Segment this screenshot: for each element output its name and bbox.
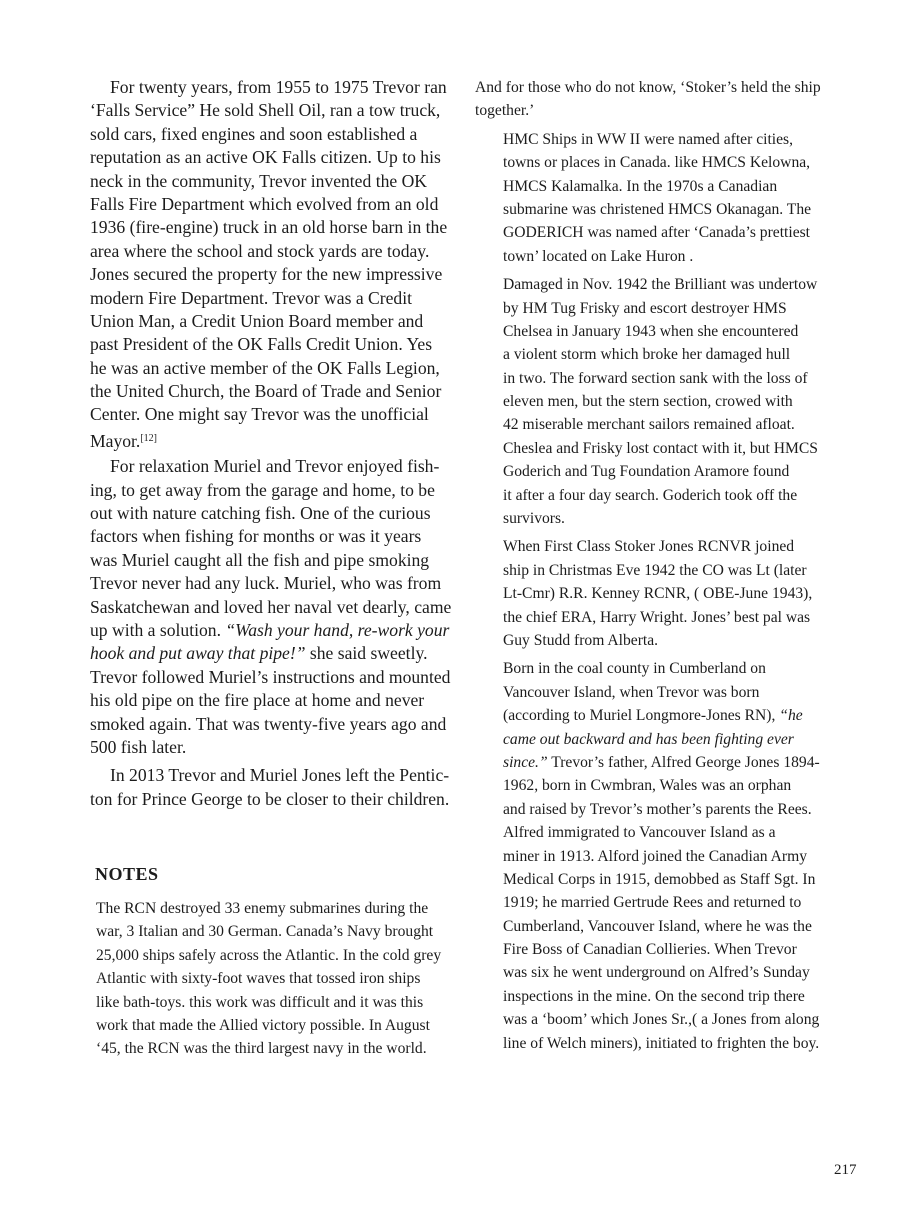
text-line: HMCS Kalamalka. In the 1970s a Canadian — [503, 177, 778, 195]
text-line: Jones secured the property for the new impressive — [90, 264, 443, 285]
text-line: HMC Ships in WW II were named after cities, — [503, 130, 793, 148]
paragraph-prince-george — [90, 764, 460, 811]
text-line: Falls Fire Department which evolved from an old — [90, 193, 439, 214]
text-line: In 2013 Trevor and Muriel Jones left the Pentic- — [110, 765, 450, 786]
text-line: factors when fishing for months or was it years — [90, 526, 422, 547]
text-line: The RCN destroyed 33 enemy submarines during the — [96, 900, 429, 917]
paragraph-stokers-intro — [475, 76, 845, 123]
text-line: Damaged in Nov. 1942 the Brilliant was undertow — [503, 276, 818, 294]
text-line: submarine was christened HMCS Okanagan. The — [503, 200, 812, 218]
text-line: 25,000 ships safely across the Atlantic. In the cold grey — [96, 946, 442, 964]
text-line: his old pipe on the fire place at home and never — [90, 690, 425, 711]
text-line: the chief ERA, Harry Wright. Jones’ best pal was — [503, 608, 811, 626]
text-line: inspections in the mine. On the second trip there — [503, 987, 805, 1005]
text-line: ing, to get away from the garage and home, to be — [90, 479, 435, 500]
text-line: miner in 1913. Alford joined the Canadian Army — [503, 847, 808, 865]
text-line: a violent storm which broke her damaged hull — [503, 346, 791, 364]
text-line: modern Fire Department. Trevor was a Credit — [90, 287, 412, 308]
paragraph-falls-service — [90, 76, 460, 450]
text-line: neck in the community, Trevor invented the OK — [90, 170, 427, 191]
text-line: war, 3 Italian and 30 German. Canada’s Navy brought — [96, 923, 434, 941]
quote: since.” — [503, 753, 548, 771]
quote: “he — [779, 707, 803, 725]
text-line: 500 fish later. — [90, 736, 187, 757]
text-line: Alfred immigrated to Vancouver Island as a — [503, 824, 776, 842]
text-line: ship in Christmas Eve 1942 the CO was Lt (later — [503, 561, 807, 579]
text-line: ton for Prince George to be closer to their children. — [90, 788, 450, 809]
text-line: Lt-Cmr) R.R. Kenney RCNR, ( OBE-June 1943), — [503, 585, 813, 603]
text-line: Guy Studd from Alberta. — [503, 631, 659, 649]
text-line: hook and put away that pipe!” she said sweetly. — [90, 643, 428, 664]
text-line: (according to Muriel Longmore-Jones RN), “he — [503, 707, 803, 725]
text-line: When First Class Stoker Jones RCNVR joined — [503, 538, 795, 556]
text-line: GODERICH was named after ‘Canada’s prettiest — [503, 224, 811, 242]
text-line: Trevor followed Muriel’s instructions and mounted — [90, 666, 451, 687]
quote: “Wash your hand, re-work your — [225, 619, 450, 640]
text-line: town’ located on Lake Huron . — [503, 247, 694, 265]
text-line: like bath-toys. this work was difficult and it was this — [96, 993, 424, 1011]
paragraph-fishing — [90, 455, 460, 759]
text-line: was six he went underground on Alfred’s Sunday — [503, 964, 810, 982]
text-line: out with nature catching fish. One of the curious — [90, 503, 431, 524]
text-line: area where the school and stock yards are today. — [90, 240, 430, 261]
paragraph-damaged — [475, 273, 845, 530]
notes-heading: NOTES — [95, 864, 159, 884]
text-line: Atlantic with sixty-foot waves that tossed iron ships — [96, 970, 421, 988]
text-line — [503, 728, 845, 751]
text-line: together.’ — [475, 102, 535, 120]
text-line: Medical Corps in 1915, demobbed as Staff Sgt. In — [503, 870, 816, 888]
text-line: And for those who do not know, ‘Stoker’s held the ship — [475, 79, 821, 96]
text-line: reputation as an active OK Falls citizen. Up to his — [90, 147, 441, 168]
text-line: 1962, born in Cwmbran, Wales was an orphan — [503, 777, 792, 795]
text-line: was Muriel caught all the fish and pipe smoking — [90, 549, 430, 570]
paragraph-born — [475, 657, 845, 1055]
text-line: and raised by Trevor’s mother’s parents the Rees. — [503, 800, 812, 818]
text-line: 42 miserable merchant sailors remained afloat. — [503, 416, 795, 434]
text-line: Mayor.[12] — [90, 430, 158, 451]
text-line: For relaxation Muriel and Trevor enjoyed fish- — [110, 456, 440, 477]
text-line: For twenty years, from 1955 to 1975 Trevor ran — [110, 77, 447, 97]
text-line: past President of the OK Falls Credit Union. Yes — [90, 334, 433, 355]
text-line: the United Church, the Board of Trade and Senior — [90, 381, 442, 402]
paragraph-hmc-ships — [475, 128, 845, 268]
text-line: Vancouver Island, when Trevor was born — [503, 683, 760, 701]
text-line: eleven men, but the stern section, crowed with — [503, 393, 793, 411]
text-line: in two. The forward section sank with the loss of — [503, 369, 808, 387]
notes-body — [96, 897, 466, 1061]
text-line: Born in the coal county in Cumberland on — [503, 660, 766, 678]
text-line: smoked again. That was twenty-five years ago and — [90, 713, 447, 734]
quote: came out backward and has been fighting ever — [503, 730, 794, 748]
page-number: 217 — [834, 1162, 857, 1178]
text-line: since.” Trevor’s father, Alfred George Jones 1894- — [503, 753, 820, 771]
text-line: ‘Falls Service” He sold Shell Oil, ran a tow truck, — [90, 100, 441, 121]
text-line: Union Man, a Credit Union Board member and — [90, 310, 424, 331]
text-line: work that made the Allied victory possible. In August — [96, 1016, 430, 1034]
left-column — [90, 76, 460, 816]
text-line: it after a four day search. Goderich took off the — [503, 486, 798, 504]
text-line: Fire Boss of Canadian Collieries. When Trevor — [503, 941, 797, 959]
text-line: Center. One might say Trevor was the unofficial — [90, 404, 429, 425]
text-line: 1919; he married Gertrude Rees and returned to — [503, 894, 802, 912]
text-line: up with a solution. “Wash your hand, re-work your — [90, 619, 450, 640]
text-line: he was an active member of the OK Falls Legion, — [90, 357, 440, 378]
text-line: towns or places in Canada. like HMCS Kelowna, — [503, 154, 811, 172]
text-line: ‘45, the RCN was the third largest navy in the world. — [96, 1040, 427, 1058]
text-line: Saskatchewan and loved her naval vet dearly, came — [90, 596, 452, 617]
right-column — [475, 76, 845, 1060]
text-line: Cheslea and Frisky lost contact with it, but HMCS — [503, 439, 818, 457]
text-line: line of Welch miners), initiated to frighten the boy. — [503, 1034, 820, 1052]
footnote-ref: [12] — [140, 432, 158, 444]
text-line: Cumberland, Vancouver Island, where he was the — [503, 917, 812, 935]
text-line: 1936 (fire-engine) truck in an old horse barn in the — [90, 217, 448, 238]
paragraph-stoker-jones — [475, 535, 845, 652]
text-line: sold cars, fixed engines and soon established a — [90, 123, 418, 144]
text-line: Trevor never had any luck. Muriel, who was from — [90, 573, 442, 594]
text-line: Goderich and Tug Foundation Aramore found — [503, 463, 790, 481]
text-line: Chelsea in January 1943 when she encountered — [503, 322, 799, 340]
text-line: survivors. — [503, 510, 565, 528]
text-line: by HM Tug Frisky and escort destroyer HMS — [503, 299, 787, 317]
quote: hook and put away that pipe!” — [90, 643, 306, 664]
text-line: was a ‘boom’ which Jones Sr.,( a Jones from along — [503, 1011, 820, 1029]
